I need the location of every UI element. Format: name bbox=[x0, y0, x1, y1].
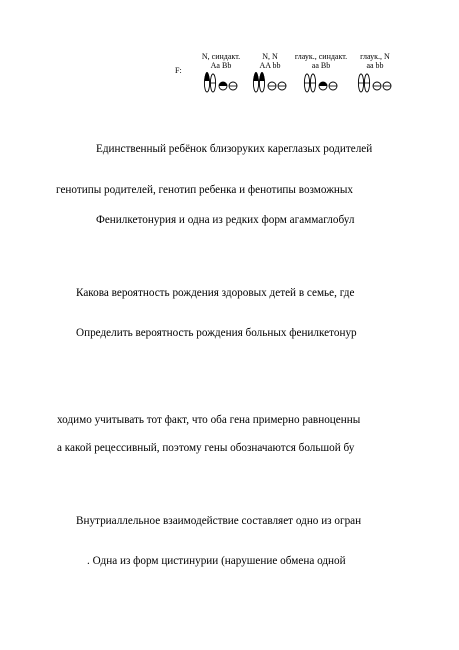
genotype-label: AA bb bbox=[259, 61, 281, 70]
chromosome-icon bbox=[357, 72, 393, 94]
genotype-label: aa Bb bbox=[311, 61, 331, 70]
text-line: Фенилкетонурия и одна из редких форм агаммаглобул bbox=[96, 214, 355, 226]
genotype-label: aa bb bbox=[366, 61, 384, 70]
offspring-group-3 bbox=[284, 52, 358, 94]
text-line: генотипы родителей, генотип ребенка и фенотипы возможных bbox=[56, 184, 354, 196]
text-line: а какой рецессивный, поэтому гены обозначаются большой бу bbox=[57, 442, 355, 454]
genotype-label: Aa Bb bbox=[210, 61, 232, 70]
text-line: . Одна из форм цистинурии (нарушение обмена одной bbox=[87, 555, 346, 567]
phenotype-label: глаук., синдакт. bbox=[294, 52, 348, 61]
chromosome-icon bbox=[252, 72, 288, 94]
generation-f-label: F: bbox=[175, 66, 182, 75]
text-line: Единственный ребёнок близоруких кареглазых родителей bbox=[96, 143, 373, 155]
text-line: Определить вероятность рождения больных фенилкетонур bbox=[76, 327, 357, 339]
chromosome-icon bbox=[203, 72, 239, 94]
phenotype-label: глаук., N bbox=[360, 52, 390, 61]
offspring-group-4 bbox=[352, 52, 398, 94]
phenotype-label: N, синдакт. bbox=[201, 52, 241, 61]
chromosome-icon bbox=[303, 72, 339, 94]
text-line: Какова вероятность рождения здоровых детей в семье, где bbox=[76, 287, 355, 299]
offspring-group-1 bbox=[196, 52, 246, 94]
text-line: Внутриаллельное взаимодействие составляет одно из огран bbox=[76, 515, 362, 527]
phenotype-label: N, N bbox=[262, 52, 278, 61]
text-line: ходимо учитывать тот факт, что оба гена примерно равноценны bbox=[57, 414, 361, 426]
